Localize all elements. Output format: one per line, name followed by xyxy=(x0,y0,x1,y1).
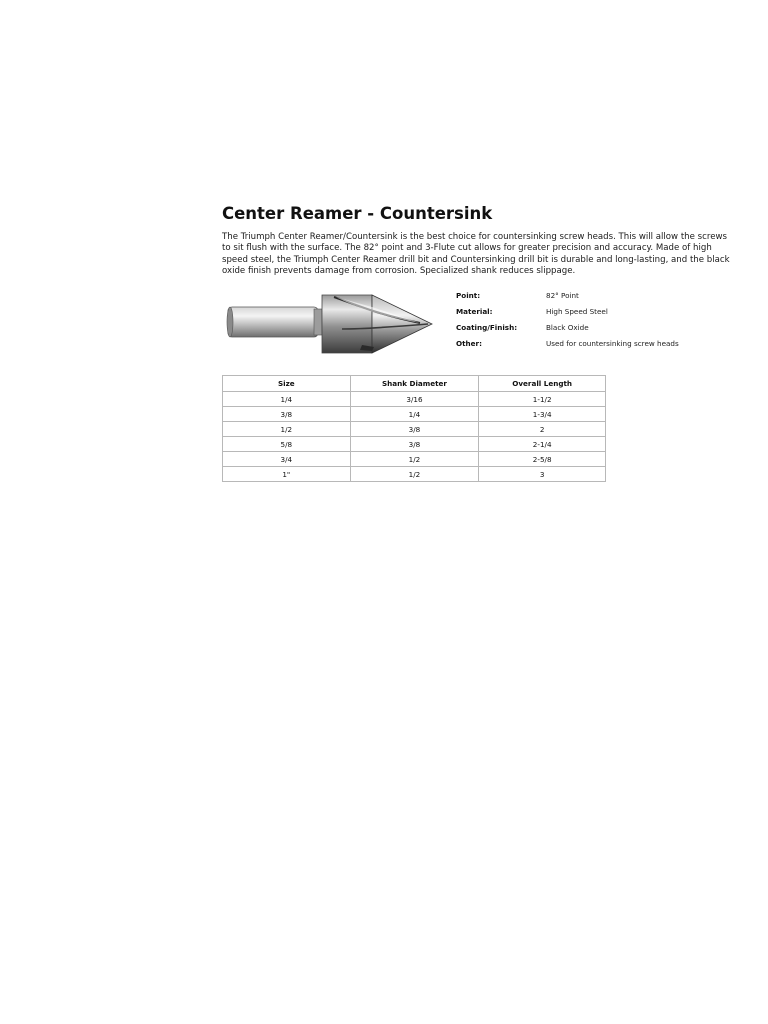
spec-label: Coating/Finish: xyxy=(456,323,518,333)
column-header-overall-length: Overall Length xyxy=(479,376,606,392)
product-overview xyxy=(222,289,742,361)
sizes-table xyxy=(222,375,606,482)
table-cell: 3/8 xyxy=(350,437,479,452)
spec-value: 82° Point xyxy=(546,291,579,301)
table-cell: 2-5/8 xyxy=(479,452,606,467)
column-header-shank-diameter: Shank Diameter xyxy=(350,376,479,392)
column-header-size: Size xyxy=(223,376,351,392)
spec-value: High Speed Steel xyxy=(546,307,608,317)
table-row xyxy=(223,392,606,407)
spec-value: Black Oxide xyxy=(546,323,589,333)
table-cell: 2-1/4 xyxy=(479,437,606,452)
spec-label: Point: xyxy=(456,291,481,301)
countersink-drill-bit-icon xyxy=(222,293,436,357)
table-cell: 3 xyxy=(479,467,606,482)
table-cell: 3/8 xyxy=(223,407,351,422)
product-description: The Triumph Center Reamer/Countersink is the best choice for countersinking screw heads. This will allow the screws to sit flush with the surface. The 82° point and 3-Flute cut allows for greater precision and accuracy. Made of high speed steel, the Triumph Center Reamer drill bit and Countersinking drill bit is durable and long-lasting, and the black oxide finish prevents damage from corrosion. Specialized shank reduces slippage. xyxy=(222,232,730,276)
page-title: Center Reamer - Countersink xyxy=(222,204,493,223)
table-cell: 1/2 xyxy=(350,452,479,467)
table-cell: 1-1/2 xyxy=(479,392,606,407)
spec-row xyxy=(456,323,746,339)
table-row xyxy=(223,452,606,467)
spec-label: Material: xyxy=(456,307,493,317)
table-cell: 1/4 xyxy=(350,407,479,422)
table-row xyxy=(223,437,606,452)
spec-row xyxy=(456,339,746,355)
table-row xyxy=(223,407,606,422)
document-section xyxy=(222,203,742,361)
table-cell: 3/4 xyxy=(223,452,351,467)
table-row xyxy=(223,422,606,437)
spec-value: Used for countersinking screw heads xyxy=(546,339,679,349)
table-cell: 3/8 xyxy=(350,422,479,437)
spec-table xyxy=(456,291,746,355)
table-cell: 1/2 xyxy=(223,422,351,437)
table-cell: 2 xyxy=(479,422,606,437)
spec-label: Other: xyxy=(456,339,482,349)
table-cell: 1/2 xyxy=(350,467,479,482)
spec-row xyxy=(456,307,746,323)
spec-row xyxy=(456,291,746,307)
table-cell: 3/16 xyxy=(350,392,479,407)
table-row xyxy=(223,467,606,482)
table-cell: 5/8 xyxy=(223,437,351,452)
table-header-row xyxy=(223,376,606,392)
table-cell: 1/4 xyxy=(223,392,351,407)
table-cell: 1" xyxy=(223,467,351,482)
table-cell: 1-3/4 xyxy=(479,407,606,422)
